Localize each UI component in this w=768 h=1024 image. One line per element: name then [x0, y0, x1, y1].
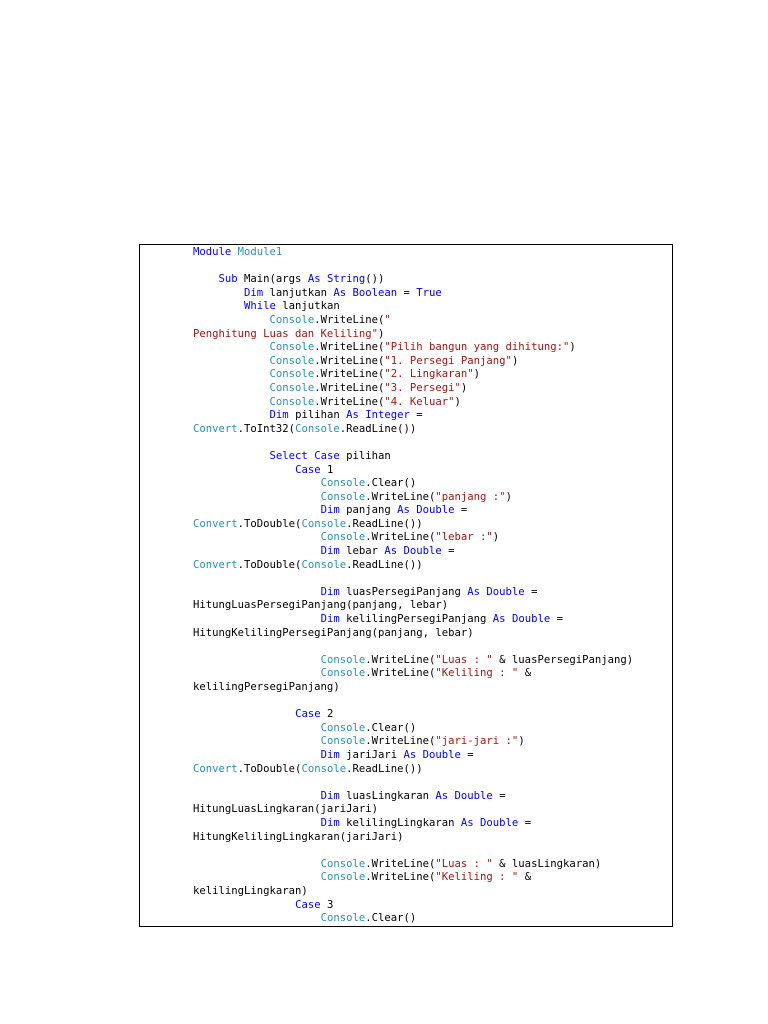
keyword-token: Module	[193, 246, 238, 258]
text-token: .WriteLine(	[365, 871, 436, 884]
keyword-token: Sub	[218, 273, 238, 286]
type-token: Convert	[193, 422, 238, 435]
code-line	[193, 790, 672, 804]
string-token: "panjang :"	[435, 490, 506, 503]
code-line	[193, 382, 672, 396]
type-token: Console	[269, 381, 315, 394]
code-line	[193, 844, 672, 858]
string-token: "1. Persegi Panjang"	[384, 354, 512, 367]
text-token: )	[454, 395, 461, 408]
text-token: .ToDouble(	[237, 517, 302, 530]
type-token: Console	[320, 735, 366, 748]
keyword-token: Double	[403, 545, 442, 558]
code-line	[193, 667, 672, 681]
keyword-token: Double	[480, 816, 519, 829]
text-token	[193, 613, 321, 625]
code-line	[193, 586, 672, 600]
type-token: Console	[320, 653, 366, 666]
text-token: 2	[320, 708, 334, 721]
text-token	[193, 899, 295, 911]
text-token: .Clear()	[365, 477, 417, 490]
code-line	[193, 735, 672, 749]
type-token: Console	[269, 341, 315, 354]
type-token: Console	[301, 517, 347, 530]
text-token: )	[473, 368, 481, 381]
text-token: )	[460, 381, 468, 394]
text-token: lanjutkan	[275, 300, 340, 313]
text-token: =	[550, 613, 563, 626]
code-line	[193, 722, 672, 736]
keyword-token: As	[403, 748, 417, 761]
text-token: kelilingLingkaran)	[193, 884, 308, 897]
string-token: "jari-jari :"	[435, 735, 519, 748]
text-token: .ReadLine())	[346, 517, 423, 530]
text-token	[193, 545, 321, 557]
text-token: )	[511, 354, 519, 367]
code-line	[193, 409, 672, 423]
code-line	[193, 450, 672, 464]
text-token	[193, 464, 295, 476]
text-token: .WriteLine(	[365, 653, 436, 666]
text-token: 1	[320, 463, 334, 476]
code-line	[193, 314, 672, 328]
text-token: )	[377, 327, 385, 340]
string-token: "4. Keluar"	[384, 395, 455, 408]
text-token: .ToInt32(	[237, 422, 296, 435]
type-token: Console	[301, 762, 347, 775]
code-line	[193, 871, 672, 885]
type-token: Console	[320, 531, 366, 544]
text-token	[193, 749, 321, 761]
string-token: "3. Persegi"	[384, 381, 461, 394]
keyword-token: Dim	[320, 585, 340, 598]
type-token: Console	[320, 871, 366, 884]
keyword-token: Case	[314, 449, 340, 462]
keyword-token: While	[244, 300, 276, 313]
type-token: Console	[320, 477, 366, 490]
code-line	[193, 246, 672, 260]
code-line	[193, 885, 672, 899]
text-token: )	[505, 490, 512, 503]
string-token: "2. Lingkaran"	[384, 368, 474, 381]
text-token: .ReadLine())	[339, 422, 417, 435]
text-token: .ReadLine())	[346, 762, 423, 775]
text-token: & luasPersegiPanjang)	[492, 653, 634, 666]
keyword-token: As	[397, 504, 410, 517]
text-token: & luasLingkaran)	[492, 857, 602, 870]
text-token: .ReadLine())	[346, 558, 423, 571]
text-token: panjang	[339, 504, 398, 517]
code-line	[193, 355, 672, 369]
keyword-token: Integer	[365, 409, 410, 422]
text-token: HitungKelilingPersegiPanjang(panjang, lebar)	[193, 626, 474, 639]
type-token: Console	[269, 354, 315, 367]
text-token: luasLingkaran	[339, 789, 436, 802]
type-token: Console	[320, 857, 366, 870]
text-token: .ToDouble(	[237, 762, 302, 775]
code-line	[193, 899, 672, 913]
text-token	[193, 790, 321, 802]
text-token: .WriteLine(	[314, 354, 385, 367]
code-line	[193, 695, 672, 709]
text-token: .Clear()	[365, 721, 417, 734]
type-token: Module1	[237, 246, 283, 258]
keyword-token: Dim	[244, 286, 264, 299]
keyword-token: Dim	[320, 816, 340, 829]
text-token: .WriteLine(	[365, 857, 436, 870]
code-line	[193, 531, 672, 545]
code-line	[193, 341, 672, 355]
string-token: "Luas : "	[435, 653, 493, 666]
keyword-token: As	[435, 789, 449, 802]
code-listing	[193, 245, 672, 926]
keyword-token: Double	[511, 613, 551, 626]
keyword-token: Case	[295, 463, 321, 476]
keyword-token: String	[326, 273, 366, 286]
code-line	[193, 858, 672, 872]
code-line	[193, 518, 672, 532]
keyword-token: As	[333, 286, 347, 299]
string-token: "Keliling : "	[435, 871, 519, 884]
text-token: luasPersegiPanjang	[339, 585, 468, 598]
text-token: kelilingPersegiPanjang)	[193, 681, 340, 693]
keyword-token: As	[492, 613, 506, 626]
text-token	[193, 287, 244, 299]
text-token: &	[518, 871, 532, 884]
text-token: .WriteLine(	[314, 368, 385, 381]
text-token	[193, 708, 295, 720]
text-token	[193, 477, 321, 489]
code-line	[193, 300, 672, 314]
text-token	[193, 871, 321, 883]
code-line	[193, 654, 672, 668]
text-token: kelilingPersegiPanjang	[339, 613, 493, 626]
text-token: =	[409, 409, 423, 422]
text-token: =	[454, 504, 468, 517]
text-token: .WriteLine(	[365, 667, 436, 680]
code-line	[193, 763, 672, 777]
type-token: Console	[295, 422, 340, 435]
text-token: =	[460, 748, 474, 761]
text-token: .WriteLine(	[314, 381, 385, 394]
text-token: lebar	[339, 545, 385, 558]
text-token: =	[441, 545, 455, 558]
text-token: 3	[320, 898, 334, 911]
code-line	[193, 368, 672, 382]
keyword-token: Double	[422, 748, 461, 761]
code-line	[193, 328, 672, 342]
code-line	[193, 776, 672, 790]
text-token	[193, 504, 321, 516]
keyword-token: Dim	[320, 504, 340, 517]
code-line	[193, 559, 672, 573]
keyword-token: Dim	[320, 613, 340, 626]
text-token: &	[518, 667, 532, 680]
text-token: HitungKelilingLingkaran(jariJari)	[193, 830, 404, 843]
text-token: .WriteLine(	[314, 395, 385, 408]
text-token: .WriteLine(	[314, 313, 385, 326]
text-token	[193, 586, 321, 598]
type-token: Console	[269, 313, 315, 326]
string-token: Penghitung Luas dan Keliling"	[193, 327, 378, 340]
type-token: Console	[269, 368, 315, 381]
text-token: =	[492, 789, 506, 802]
text-token	[193, 912, 321, 924]
code-line	[193, 831, 672, 845]
text-token	[193, 735, 321, 747]
keyword-token: Dim	[320, 545, 340, 558]
code-line	[193, 260, 672, 274]
code-line	[193, 273, 672, 287]
text-token: ())	[365, 273, 385, 286]
code-line	[193, 817, 672, 831]
text-token	[193, 273, 219, 285]
code-line	[193, 436, 672, 450]
text-token	[193, 817, 321, 829]
type-token: Convert	[193, 517, 238, 530]
code-line	[193, 613, 672, 627]
text-token	[193, 300, 244, 312]
keyword-token: Dim	[320, 748, 340, 761]
keyword-token: Dim	[320, 789, 340, 802]
type-token: Console	[301, 558, 347, 571]
code-line	[193, 477, 672, 491]
type-token: Console	[320, 667, 366, 680]
text-token: )	[492, 531, 500, 544]
code-line	[193, 627, 672, 641]
string-token: "lebar :"	[435, 531, 493, 544]
text-token: .ToDouble(	[237, 558, 302, 571]
text-token	[193, 341, 270, 353]
text-token	[193, 382, 270, 394]
text-token: .Clear()	[365, 912, 417, 925]
keyword-token: As	[460, 816, 474, 829]
text-token	[193, 667, 321, 679]
text-token: kelilingLingkaran	[339, 816, 461, 829]
keyword-token: Case	[295, 708, 321, 721]
type-token: Convert	[193, 762, 238, 775]
text-token: HitungLuasPersegiPanjang(panjang, lebar)	[193, 599, 449, 612]
keyword-token: Dim	[269, 409, 289, 422]
text-token: lanjutkan	[263, 286, 334, 299]
code-line	[193, 545, 672, 559]
keyword-token: As	[346, 409, 359, 422]
text-token	[193, 355, 270, 367]
text-token	[193, 858, 321, 870]
string-token: "Keliling : "	[435, 667, 519, 680]
keyword-token: Case	[295, 898, 321, 911]
code-line	[193, 423, 672, 437]
text-token	[193, 722, 321, 734]
text-token: .WriteLine(	[365, 531, 436, 544]
type-token: Console	[269, 395, 315, 408]
text-token	[193, 409, 270, 421]
code-line	[193, 803, 672, 817]
text-token: pilihan	[339, 449, 391, 462]
text-token	[193, 450, 270, 462]
text-token	[193, 368, 270, 380]
text-token: .WriteLine(	[314, 341, 385, 354]
keyword-token: As	[384, 545, 398, 558]
text-token: =	[397, 286, 417, 299]
string-token: "	[384, 313, 391, 326]
text-token	[193, 654, 321, 666]
keyword-token: Boolean	[352, 286, 398, 299]
code-line	[193, 681, 672, 695]
type-token: Console	[320, 721, 366, 734]
keyword-token: Select	[269, 449, 308, 462]
text-token	[193, 491, 321, 503]
code-line	[193, 640, 672, 654]
text-token: )	[518, 735, 525, 748]
code-line	[193, 572, 672, 586]
code-line	[193, 708, 672, 722]
keyword-token: Double	[454, 789, 493, 802]
code-line	[193, 599, 672, 613]
text-token	[193, 396, 270, 408]
type-token: Convert	[193, 558, 238, 571]
string-token: "Pilih bangun yang dihitung:"	[384, 341, 570, 354]
text-token: .WriteLine(	[365, 735, 436, 748]
code-line	[193, 396, 672, 410]
keyword-token: As	[467, 585, 481, 598]
text-token: )	[569, 341, 576, 354]
keyword-token: Double	[416, 504, 455, 517]
type-token: Console	[320, 912, 366, 925]
text-token: HitungLuasLingkaran(jariJari)	[193, 803, 378, 816]
text-token	[193, 314, 270, 326]
text-token: Main(args	[237, 273, 308, 286]
type-token: Console	[320, 490, 366, 503]
text-token: =	[518, 816, 532, 829]
code-line	[193, 464, 672, 478]
code-line	[193, 287, 672, 301]
keyword-token: As	[307, 273, 321, 286]
code-line	[193, 491, 672, 505]
text-token	[193, 531, 321, 543]
code-line	[193, 504, 672, 518]
string-token: "Luas : "	[435, 857, 493, 870]
text-token: pilihan	[288, 409, 347, 422]
code-listing-box	[139, 244, 673, 927]
text-token: .WriteLine(	[365, 490, 436, 503]
code-line	[193, 749, 672, 763]
keyword-token: True	[416, 286, 442, 299]
text-token: =	[524, 585, 538, 598]
keyword-token: Double	[486, 585, 525, 598]
text-token: jariJari	[339, 748, 404, 761]
code-line	[193, 912, 672, 926]
